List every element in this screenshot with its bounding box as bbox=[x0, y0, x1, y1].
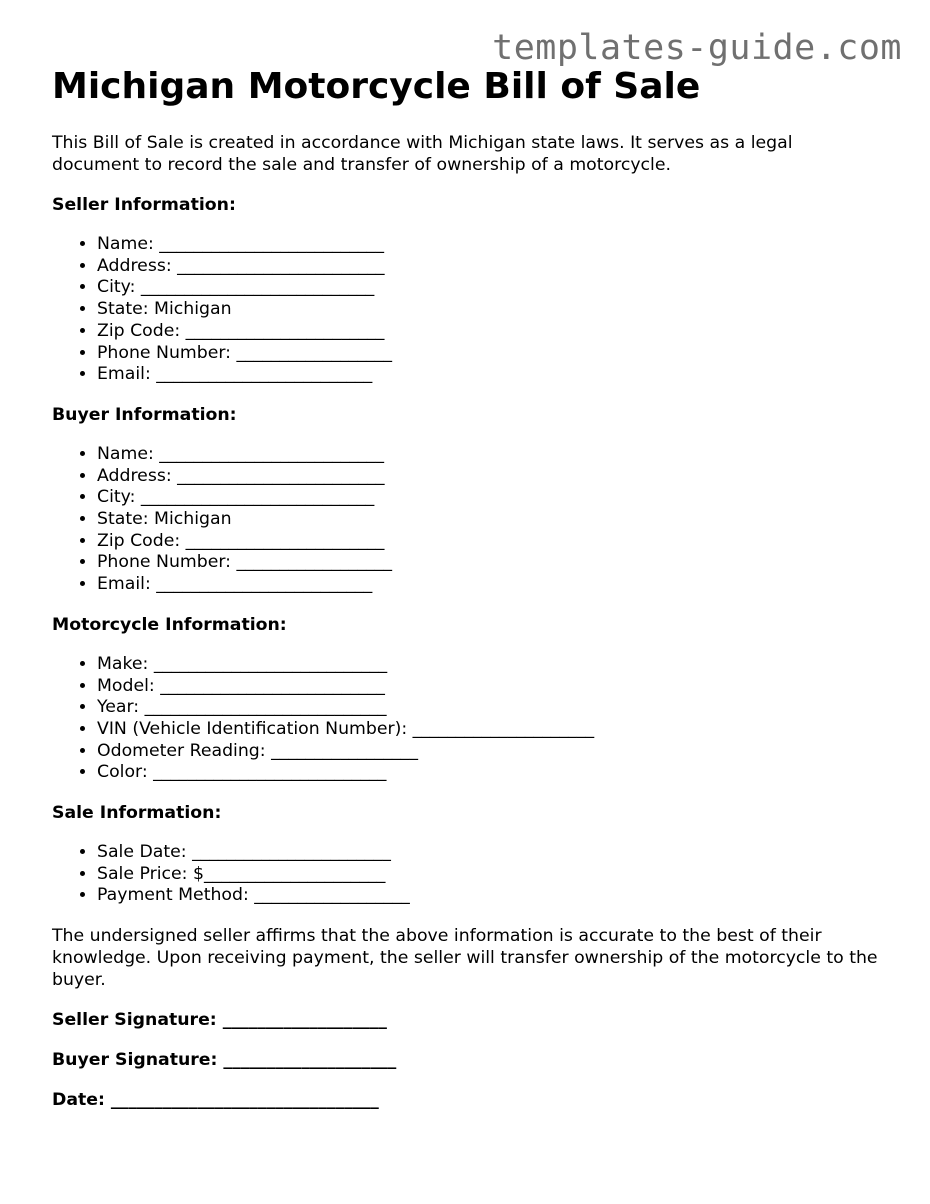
motorcycle-color-field: • Color: ___________________________ bbox=[97, 762, 882, 784]
sale-heading: Sale Information: bbox=[52, 803, 222, 824]
sale-list bbox=[52, 842, 882, 907]
motorcycle-list bbox=[52, 654, 882, 784]
document-title: Michigan Motorcycle Bill of Sale bbox=[52, 66, 701, 107]
sale-price-field: • Sale Price: $_____________________ bbox=[97, 864, 882, 886]
seller-phone-field: • Phone Number: __________________ bbox=[97, 343, 882, 365]
motorcycle-make-field: • Make: ___________________________ bbox=[97, 654, 882, 676]
seller-address-field: • Address: ________________________ bbox=[97, 256, 882, 278]
buyer-name-field: • Name: __________________________ bbox=[97, 444, 882, 466]
buyer-phone-field: • Phone Number: __________________ bbox=[97, 552, 882, 574]
buyer-address-field: • Address: ________________________ bbox=[97, 466, 882, 488]
motorcycle-model-field: • Model: __________________________ bbox=[97, 676, 882, 698]
watermark: templates-guide.com bbox=[492, 28, 902, 68]
motorcycle-heading: Motorcycle Information: bbox=[52, 614, 287, 635]
payment-method-field: • Payment Method: __________________ bbox=[97, 885, 882, 907]
seller-signature-line: Seller Signature: ___________________ bbox=[52, 1010, 387, 1031]
sale-date-field: • Sale Date: _______________________ bbox=[97, 842, 882, 864]
seller-heading: Seller Information: bbox=[52, 195, 236, 215]
buyer-heading: Buyer Information: bbox=[52, 404, 237, 425]
buyer-email-field: • Email: _________________________ bbox=[97, 574, 882, 596]
buyer-list bbox=[52, 444, 882, 596]
motorcycle-vin-field: • VIN (Vehicle Identification Number): _____________________ bbox=[97, 719, 882, 741]
seller-list bbox=[52, 234, 882, 386]
seller-zip-field: • Zip Code: _______________________ bbox=[97, 321, 882, 343]
buyer-zip-field: • Zip Code: _______________________ bbox=[97, 531, 882, 553]
buyer-state-field: • State: Michigan bbox=[97, 509, 882, 531]
motorcycle-odometer-field: • Odometer Reading: _________________ bbox=[97, 741, 882, 763]
motorcycle-year-field: • Year: ____________________________ bbox=[97, 697, 882, 719]
affirmation-paragraph: The undersigned seller affirms that the above information is accurate to the best of their knowledge. Upon receiving payment, the seller will transfer ownership of the motorcycle to the buyer. bbox=[52, 926, 878, 991]
document bbox=[52, 62, 882, 1111]
seller-name-field: • Name: __________________________ bbox=[97, 234, 882, 256]
seller-email-field: • Email: _________________________ bbox=[97, 364, 882, 386]
date-line: Date: _______________________________ bbox=[52, 1090, 379, 1111]
seller-state-field: • State: Michigan bbox=[97, 299, 882, 321]
seller-city-field: • City: ___________________________ bbox=[97, 277, 882, 299]
buyer-signature-line: Buyer Signature: ____________________ bbox=[52, 1050, 397, 1071]
intro-paragraph: This Bill of Sale is created in accordance with Michigan state laws. It serves as a legal document to record the sale and transfer of ownership of a motorcycle. bbox=[52, 133, 793, 175]
buyer-city-field: • City: ___________________________ bbox=[97, 487, 882, 509]
